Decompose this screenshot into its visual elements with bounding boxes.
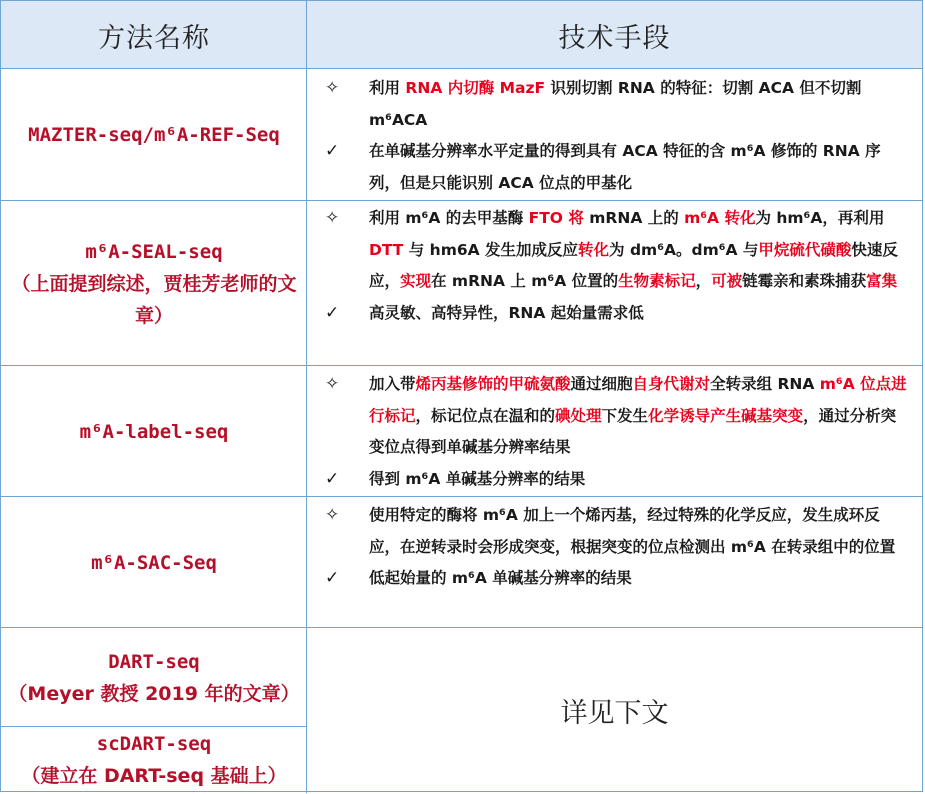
- check-mark-icon: ✓: [325, 302, 340, 323]
- check-mark-icon: ✓: [325, 468, 340, 489]
- header-method-name: 方法名称: [1, 1, 307, 69]
- header-technique: 技术手段: [307, 1, 922, 69]
- row-divider: [1, 200, 922, 201]
- diamond-star-icon: ✧: [325, 78, 340, 98]
- check-mark-icon: ✓: [325, 568, 340, 588]
- diamond-star-icon: ✧: [325, 505, 340, 525]
- method-name-dart: DART-seq （Meyer 教授 2019 年的文章）: [8, 650, 300, 705]
- feature-item: ✧ 加入带烯丙基修饰的甲硫氨酸通过细胞自身代谢对全转录组 RNA m⁶A 位点进行标记，标记位点在温和的碘处理下发生化学诱导产生碱基突变，通过分析突变位点得到单碱基分辨率结果: [321, 369, 910, 464]
- result-item: ✓ 低起始量的 m⁶A 单碱基分辨率的结果: [321, 563, 910, 595]
- row-divider: [1, 627, 922, 628]
- row-divider: [1, 726, 307, 727]
- technique-sac: [307, 497, 922, 628]
- method-name-label: m⁶A-label-seq: [79, 420, 229, 443]
- feature-item: ✧ 利用 m⁶A 的去甲基酶 FTO 将 mRNA 上的 m⁶A 转化为 hm⁶A，再利用 DTT 与 hm6A 发生加成反应转化为 dm⁶A。dm⁶A 与甲烷硫代磺酸快速反应，实现在 mRNA 上 m⁶A 位置的生物素标记，可被链霉亲和素珠捕获富集: [321, 203, 910, 298]
- result-item: ✓ 在单碱基分辨率水平定量的得到具有 ACA 特征的含 m⁶A 修饰的 RNA 序列，但是只能识别 ACA 位点的甲基化: [321, 136, 910, 199]
- method-name-mazter: MAZTER-seq/m⁶A-REF-Seq: [28, 124, 280, 146]
- row-divider: [1, 68, 922, 69]
- technique-label: [307, 366, 922, 497]
- check-mark-icon: ✓: [325, 141, 340, 161]
- row-divider: [1, 496, 922, 497]
- see-below-text: 详见下文: [560, 698, 669, 729]
- result-item: ✓ 高灵敏、高特异性，RNA 起始量需求低: [321, 298, 910, 330]
- row-divider: [1, 365, 922, 366]
- method-name-seal: m⁶A-SEAL-seq （上面提到综述，贾桂芳老师的文章）: [11, 240, 297, 327]
- feature-item: ✧ 利用 RNA 内切酶 MazF 识别切割 RNA 的特征：切割 ACA 但不切割 m⁶ACA: [321, 73, 910, 136]
- column-divider: [306, 1, 307, 793]
- technique-mazter: [307, 69, 922, 201]
- result-item: ✓ 得到 m⁶A 单碱基分辨率的结果: [321, 464, 910, 496]
- diamond-star-icon: ✧: [325, 374, 340, 394]
- method-name-sac: m⁶A-SAC-Seq: [91, 551, 217, 574]
- method-name-scdart: scDART-seq （建立在 DART-seq 基础上）: [21, 733, 287, 787]
- diamond-star-icon: ✧: [325, 208, 340, 228]
- feature-item: ✧ 使用特定的酶将 m⁶A 加上一个烯丙基，经过特殊的化学反应，发生成环反应，在逆转录时会形成突变，根据突变的位点检测出 m⁶A 在转录组中的位置: [321, 500, 910, 563]
- technique-seal: [307, 201, 922, 366]
